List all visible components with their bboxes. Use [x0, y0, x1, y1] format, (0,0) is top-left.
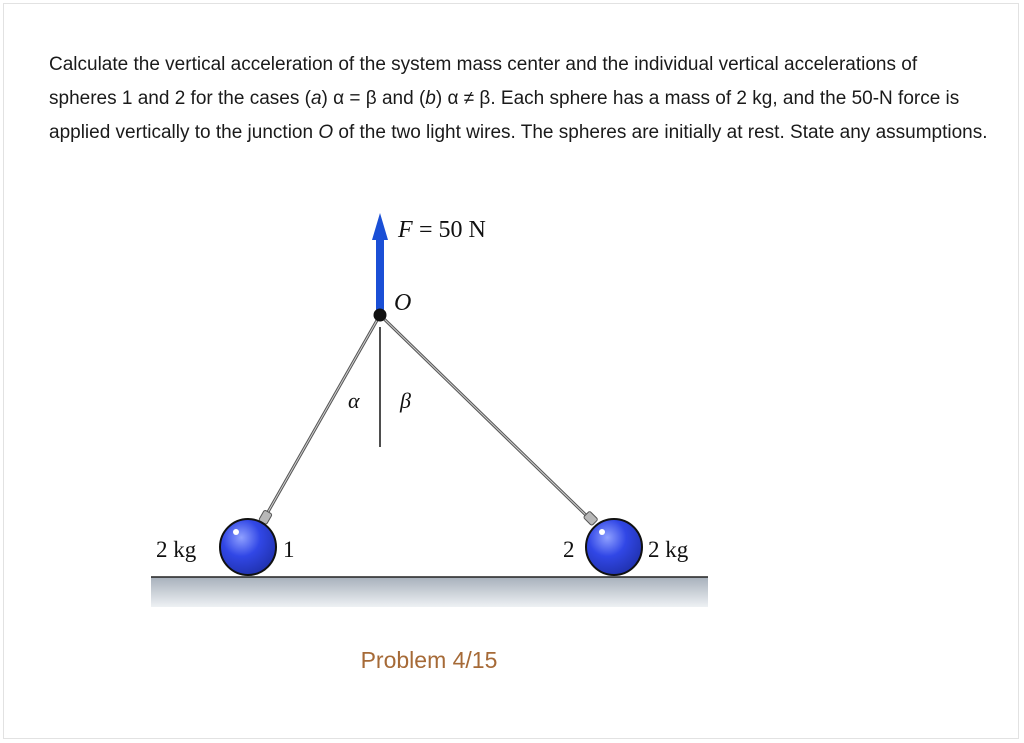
- sphere-1: [220, 519, 276, 575]
- angle-alpha-label: α: [348, 388, 360, 413]
- problem-text-segment: Calculate the vertical acceleration of the system mass center and the individual vertical accelerations of spheres 1 and 2 for the cases (: [49, 54, 918, 109]
- problem-text-segment: ) α = β and (: [321, 88, 426, 109]
- force-label-symbol: F: [398, 217, 413, 243]
- problem-text-segment: ) α ≠ β. Each sphere has a mass of 2 kg, and the 50-N force is applied vertically to the junction: [49, 88, 960, 143]
- sphere-1-number: 1: [283, 537, 295, 562]
- figure-caption: Problem 4/15: [360, 647, 498, 673]
- problem-text-segment: of the two light wires. The spheres are initially at rest. State any assumptions.: [333, 122, 988, 143]
- sphere-2-number: 2: [563, 537, 575, 562]
- sphere-2-mass-label: 2 kg: [648, 537, 689, 562]
- wire-1-highlight: [264, 315, 380, 519]
- sphere-2: [586, 519, 642, 575]
- ground: [151, 577, 708, 607]
- junction-point: [374, 309, 387, 322]
- sphere-1-shine: [233, 529, 239, 535]
- force-arrowhead: [372, 213, 388, 240]
- wire-2-highlight: [380, 315, 592, 521]
- sphere-1-mass-label: 2 kg: [156, 537, 197, 562]
- sphere-2-shine: [599, 529, 605, 535]
- problem-italic-symbol: b: [425, 88, 436, 109]
- problem-italic-symbol: O: [318, 122, 334, 143]
- force-label-value: = 50 N: [413, 217, 486, 243]
- angle-beta-label: β: [400, 388, 411, 413]
- problem-italic-symbol: a: [310, 88, 322, 109]
- junction-label: O: [394, 290, 412, 316]
